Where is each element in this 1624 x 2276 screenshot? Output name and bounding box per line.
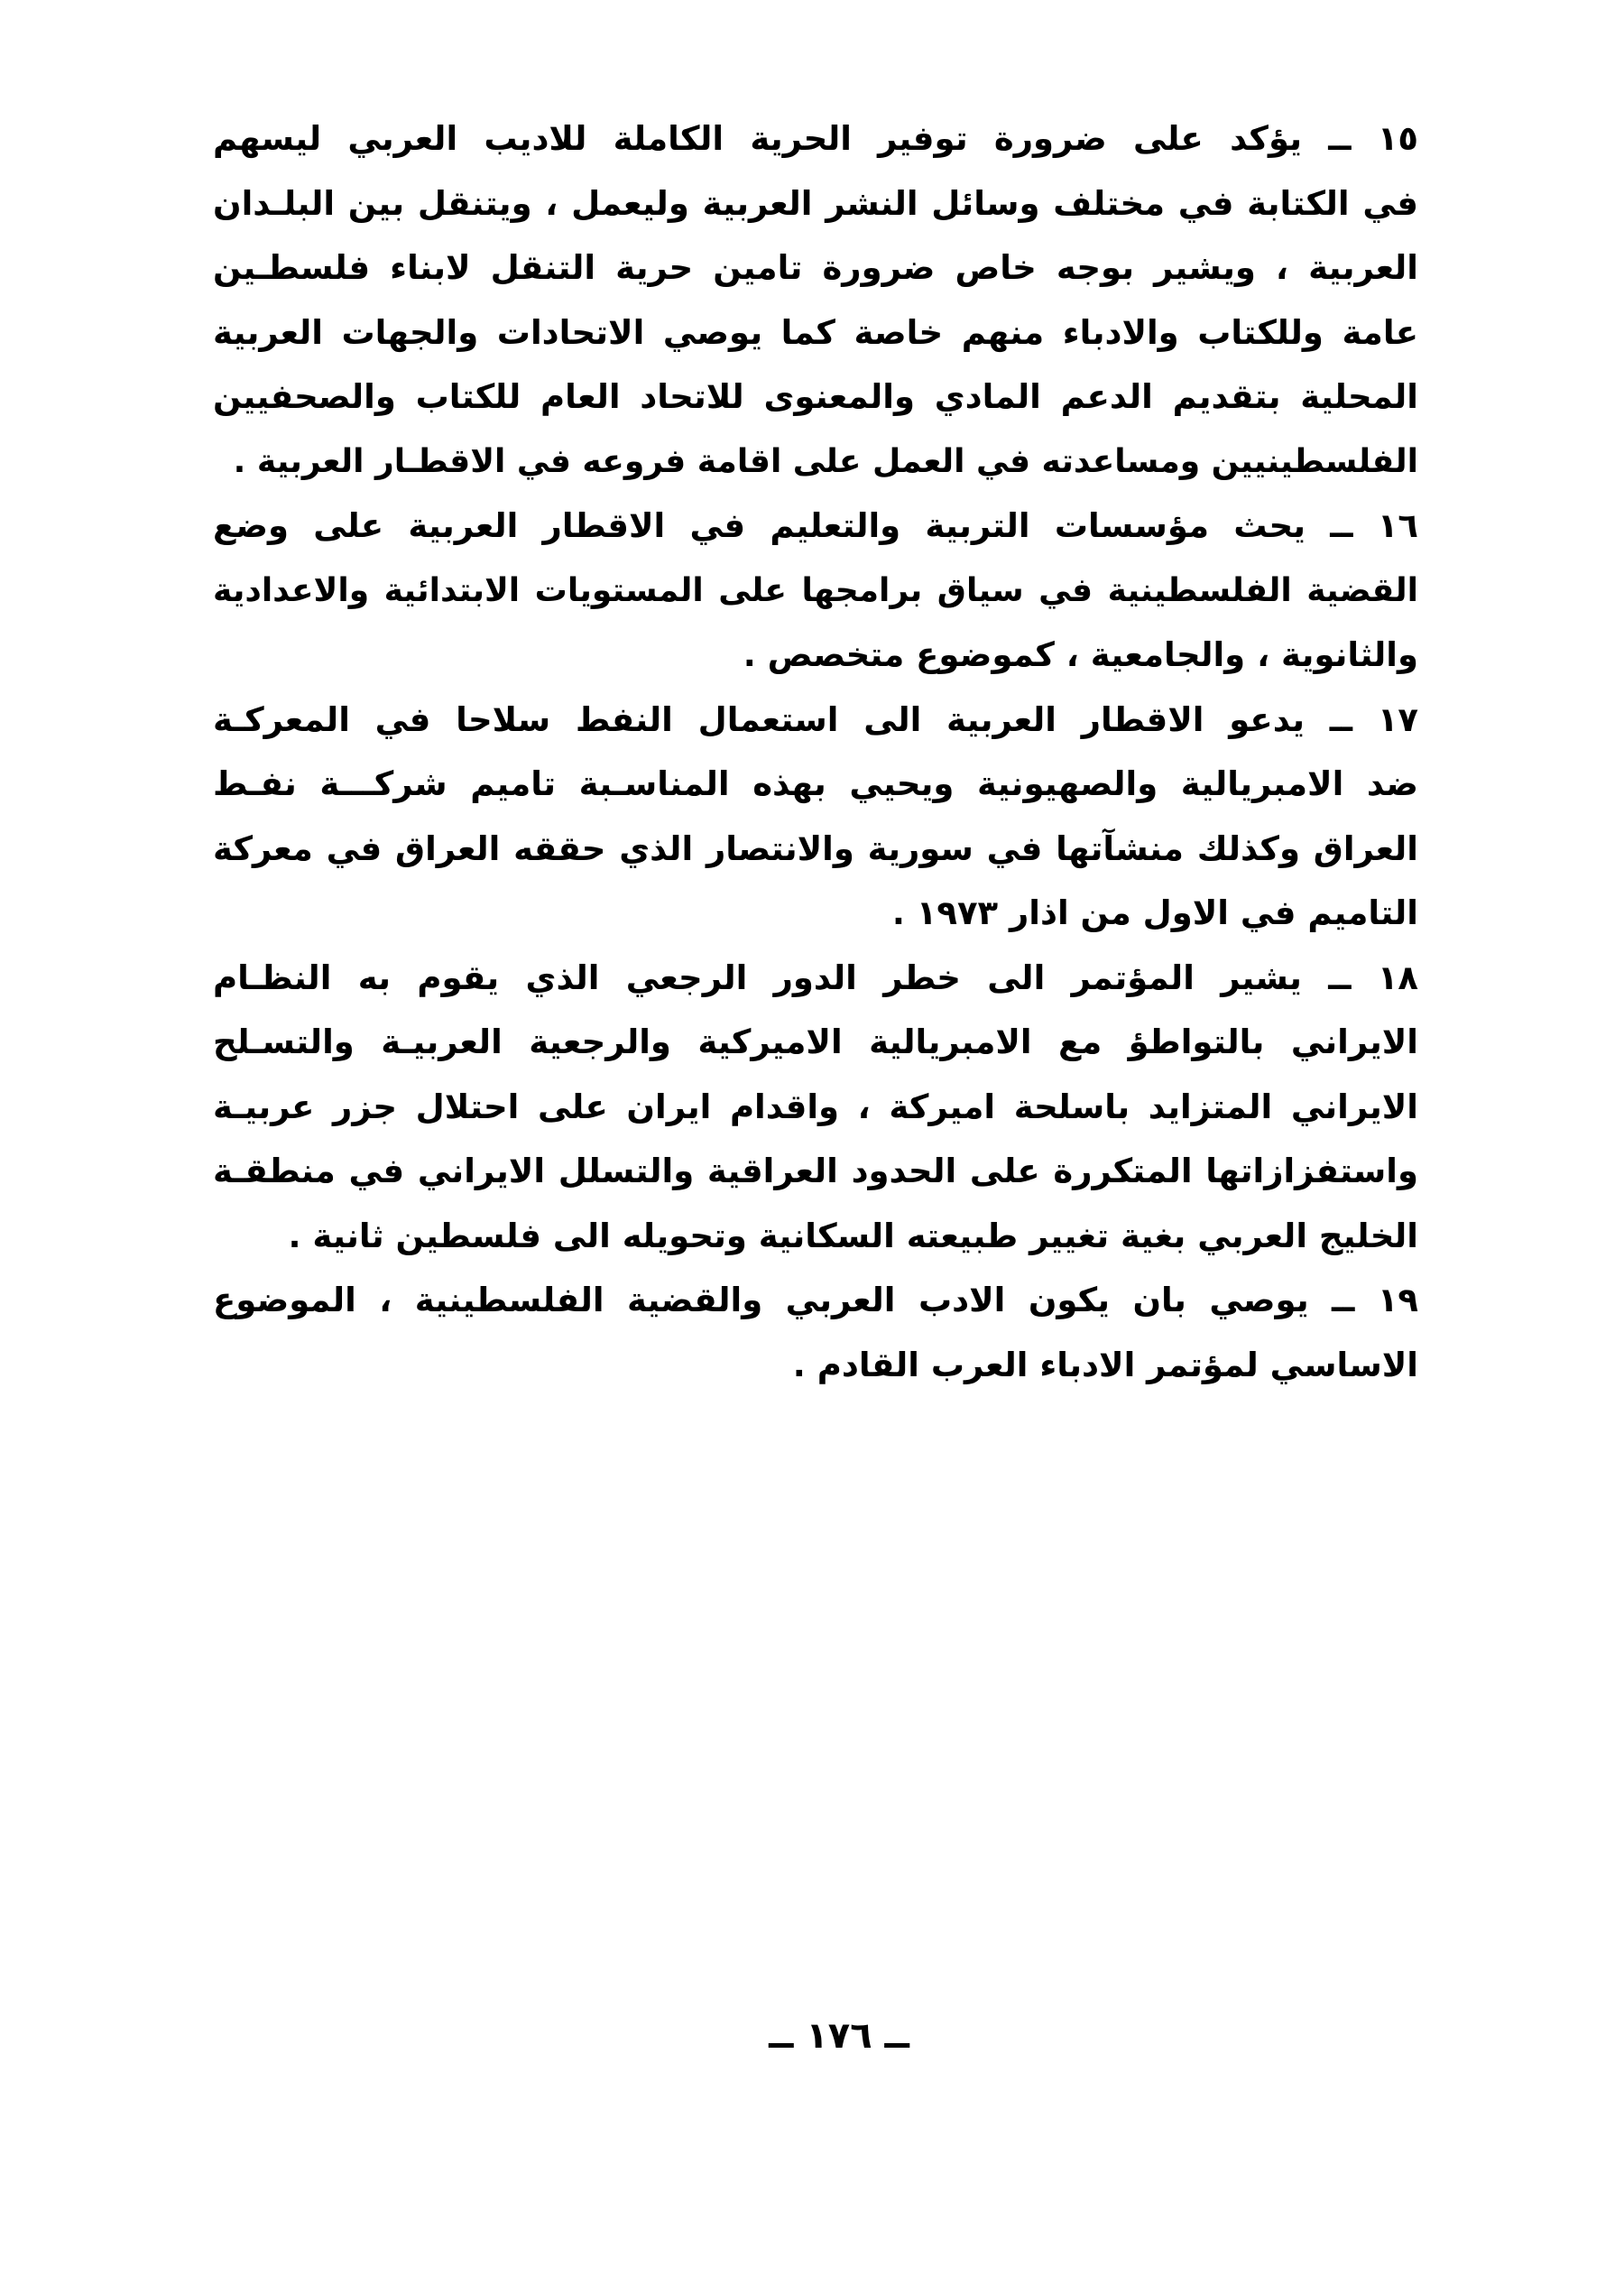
text-line: واستفزازاتها المتكررة على الحدود العراقية والتسلل الايراني في منطقـة xyxy=(213,1152,1418,1190)
text-line: الايراني المتزايد باسلحة اميركة ، واقدام ايران على احتلال جزر عربيـة xyxy=(213,1087,1418,1126)
text-line: الاساسي لمؤتمر الادباء العرب القادم . xyxy=(792,1345,1418,1384)
page-number: ــ ١٧٦ ــ xyxy=(769,2015,909,2057)
text-line: ١٦ ــ يحث مؤسسات التربية والتعليم في الاقطار العربية على وضع xyxy=(213,506,1418,545)
text-line: العربية ، ويشير بوجه خاص ضرورة تامين حرية التنقل لابناء فلسطـين xyxy=(213,248,1418,287)
paragraph-15 xyxy=(213,106,1418,494)
text-line: ضد الامبريالية والصهيونية ويحيي بهذه المناسـبة تاميم شركـــة نفـط xyxy=(213,764,1418,803)
text-line: المحلية بتقديم الدعم المادي والمعنوى للاتحاد العام للكتاب والصحفيين xyxy=(213,377,1418,416)
text-line: الايراني بالتواطؤ مع الامبريالية الاميركية والرجعية العربيـة والتسـلح xyxy=(213,1022,1418,1061)
text-line: الفلسطينيين ومساعدته في العمل على اقامة فروعه في الاقطـار العربية . xyxy=(233,442,1418,480)
text-line: ١٨ ــ يشير المؤتمر الى خطر الدور الرجعي الذي يقوم به النظـام xyxy=(213,958,1418,997)
text-line: ١٥ ــ يؤكد على ضرورة توفير الحرية الكاملة للاديب العربي ليسهم xyxy=(213,119,1418,158)
paragraph-16 xyxy=(213,494,1418,688)
paragraph-19 xyxy=(213,1268,1418,1397)
text-line: القضية الفلسطينية في سياق برامجها على المستويات الابتدائية والاعدادية xyxy=(213,571,1418,609)
paragraph-17 xyxy=(213,688,1418,946)
text-line: الخليج العربي بغية تغيير طبيعته السكانية وتحويله الى فلسطين ثانية . xyxy=(288,1216,1418,1255)
text-line: في الكتابة في مختلف وسائل النشر العربية وليعمل ، ويتنقل بين البلـدان xyxy=(213,183,1418,223)
text-line: عامة وللكتاب والادباء منهم خاصة كما يوصي الاتحادات والجهات العربية xyxy=(213,312,1418,352)
text-line: التاميم في الاول من اذار ١٩٧٣ . xyxy=(891,893,1418,932)
paragraph-18 xyxy=(213,946,1418,1269)
body-text xyxy=(213,106,1418,1397)
text-line: ١٧ ــ يدعو الاقطار العربية الى استعمال النفط سلاحا في المعركـة xyxy=(213,699,1418,739)
text-line: ١٩ ــ يوصي بان يكون الادب العربي والقضية الفلسطينية ، الموضوع xyxy=(213,1281,1418,1319)
text-line: العراق وكذلك منشآتها في سورية والانتصار الذي حققه العراق في معركة xyxy=(213,828,1418,868)
text-line: والثانوية ، والجامعية ، كموضوع متخصص . xyxy=(743,635,1418,674)
